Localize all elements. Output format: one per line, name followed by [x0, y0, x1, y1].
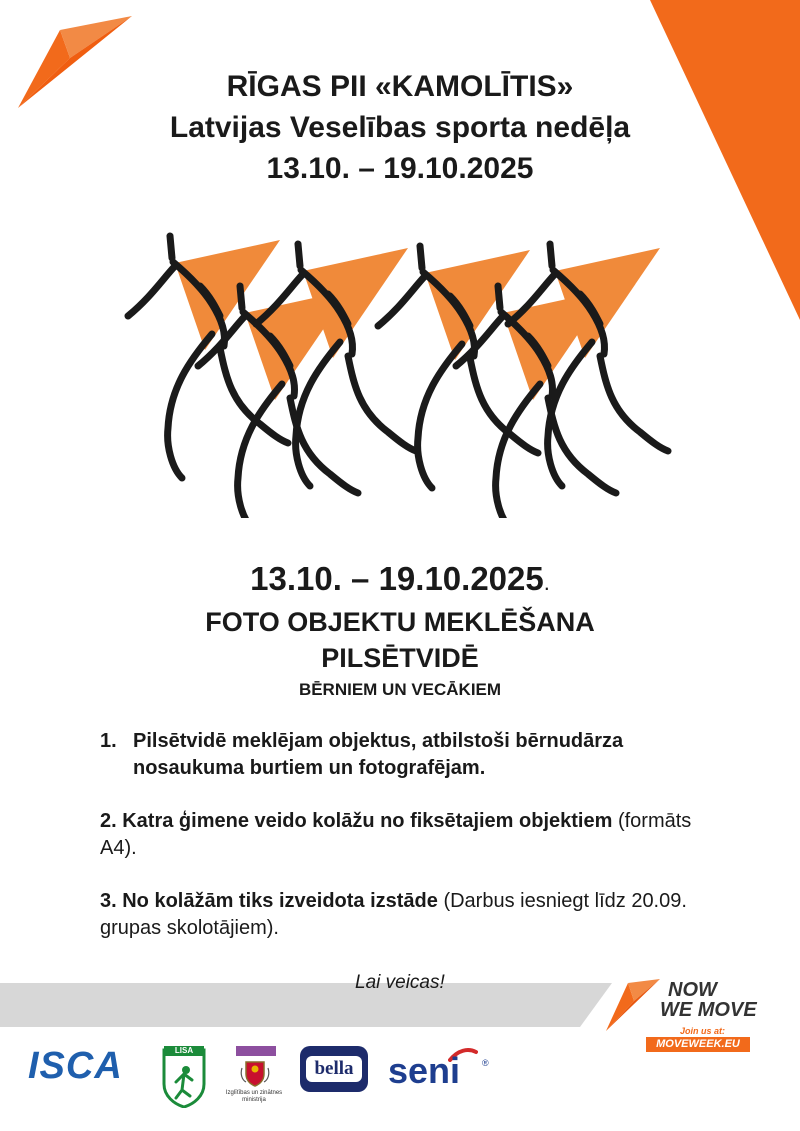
event-title — [0, 604, 800, 676]
sponsor-logo-bella — [300, 1046, 368, 1092]
poster-header — [0, 66, 800, 189]
event-title-line1: FOTO OBJEKTU MEKLĒŠANA — [205, 607, 595, 637]
instruction-text-2-bold: 2. Katra ģimene veido kolāžu no fiksētajiem objektiem — [100, 810, 613, 832]
instruction-number-1: 1. — [100, 730, 117, 752]
closing-message: Lai veicas! — [355, 972, 445, 993]
nowwemove-mark-icon — [604, 977, 662, 1033]
sponsor-logo-lisa — [162, 1044, 206, 1108]
sponsor-logo-seni — [388, 1048, 498, 1092]
event-audience: BĒRNIEM UN VECĀKIEM — [298, 680, 502, 699]
nowwemove-url-badge[interactable]: MOVEWEEK.EU — [646, 1037, 750, 1052]
event-dates-text: 13.10. – 19.10.2025 — [250, 560, 544, 597]
instruction-item-1 — [100, 728, 720, 782]
ministry-name-line2: ministrija — [242, 1097, 266, 1103]
sponsor-logo-ministry — [225, 1046, 283, 1114]
instruction-text-3-bold: 3. No kolāžām tiks izveidota izstāde — [100, 890, 438, 912]
event-title-line2: PILSĒTVIDĒ — [321, 643, 479, 673]
instruction-item-2 — [100, 808, 720, 862]
header-subtitle: Latvijas Veselības sporta nedēļa — [169, 111, 631, 144]
seni-logo-text: seni — [388, 1050, 461, 1091]
seni-registered-mark: ® — [482, 1058, 489, 1068]
lisa-logo-text: LISA — [174, 1046, 194, 1055]
nowwemove-line2: WE MOVE — [660, 999, 757, 1021]
bella-logo-text: bella — [306, 1056, 362, 1082]
nowwemove-line1: NOW — [668, 979, 717, 1001]
ministry-coat-of-arms-icon — [240, 1058, 270, 1088]
instruction-text-1: Pilsētvidē meklējam objektus, atbilstoši bērnudārza nosaukuma burtiem un fotografējam. — [133, 730, 624, 779]
nowwemove-logo — [600, 975, 800, 1065]
event-dates — [0, 560, 800, 598]
event-dates-dot: . — [543, 570, 550, 595]
isca-logo-text: ISCA — [28, 1045, 123, 1087]
sponsor-logo-isca — [28, 1046, 140, 1086]
ministry-color-bar — [236, 1046, 276, 1056]
nowwemove-join-label: Join us at: — [680, 1026, 726, 1036]
ministry-name-line1: Izglītības un zinātnes — [225, 1090, 283, 1096]
header-dates: 13.10. – 19.10.2025 — [266, 152, 534, 185]
instructions-list — [100, 728, 720, 942]
instruction-text-2-normal: (formāts A4). — [100, 810, 692, 859]
running-figures-illustration — [120, 228, 680, 518]
instruction-item-3 — [100, 888, 720, 942]
header-title: RĪGAS PII «KAMOLĪTIS» — [226, 70, 574, 103]
instruction-text-3-normal: (Darbus iesniegt līdz 20.09. grupas skolotājiem). — [100, 890, 687, 939]
